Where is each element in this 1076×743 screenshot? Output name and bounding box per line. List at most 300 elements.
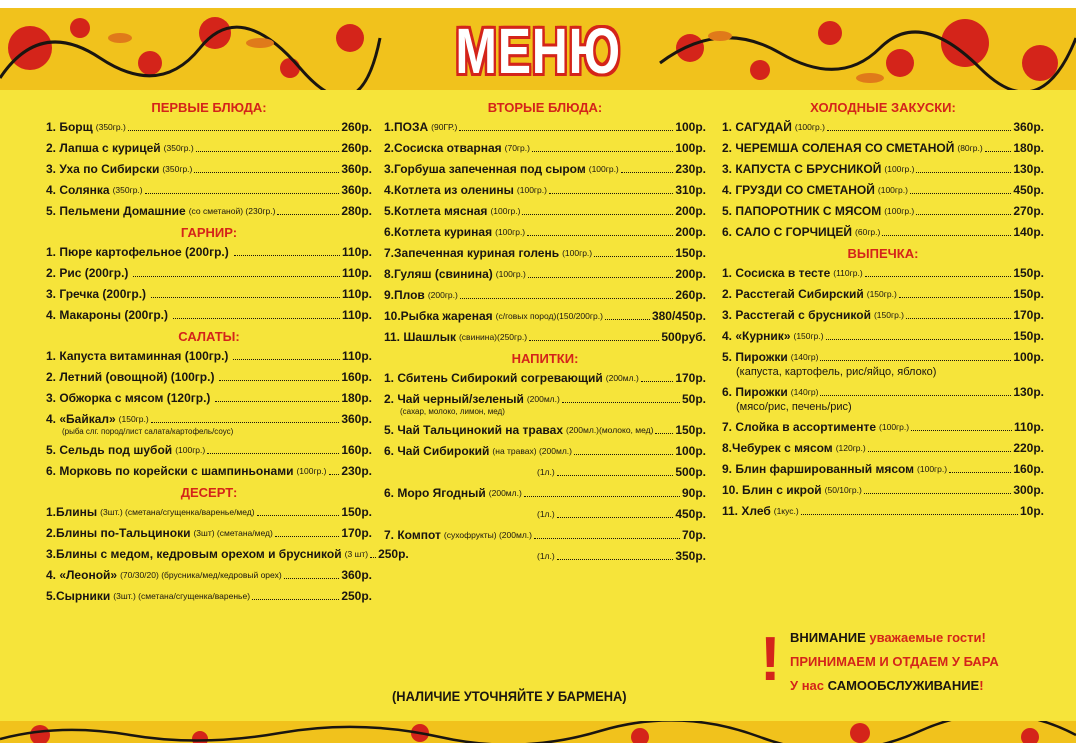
menu-item (722, 204, 1044, 218)
notice-line-2: ПРИНИМАЕМ И ОТДАЕМ У БАРА (790, 654, 999, 669)
menu-item (384, 507, 706, 521)
menu-item (384, 423, 706, 437)
item-name: 5. Пельмени Домашние (46, 204, 186, 218)
menu-item (722, 350, 1044, 364)
dot-leader (916, 172, 1011, 173)
item-portion: (70гр.) (504, 143, 530, 153)
menu-title: МЕНЮ (455, 15, 621, 87)
item-name: 6. Чай Сибирокий (384, 444, 490, 458)
dot-leader (985, 151, 1012, 152)
section-title: ДЕСЕРТ: (180, 485, 238, 500)
item-portion: (со сметаной) (230гр.) (188, 206, 276, 216)
item-name: 1. Капуста витаминная (100гр.) (46, 349, 229, 363)
section-title: ГАРНИР: (180, 225, 238, 240)
item-price: 50р. (681, 392, 706, 406)
section-title: ХОЛОДНЫЕ ЗАКУСКИ: (810, 100, 956, 115)
menu-item (384, 465, 706, 479)
item-portion: (60гр.) (855, 227, 881, 237)
dot-leader (275, 536, 340, 537)
section-title: ПЕРВЫЕ БЛЮДА: (151, 100, 267, 115)
item-portion: (150гр.) (873, 310, 905, 320)
item-name: 2.Блины по-Тальциноки (46, 526, 191, 540)
dot-leader (910, 193, 1011, 194)
item-name: 5.Сырники (46, 589, 111, 603)
item-price: 150р. (1013, 329, 1044, 343)
menu-item (384, 309, 706, 323)
item-price: 180р. (1013, 141, 1044, 155)
item-price: 110р. (341, 308, 372, 322)
menu-item (384, 204, 706, 218)
item-name: 2. Чай черный/зеленый (384, 392, 524, 406)
dot-leader (865, 276, 1012, 277)
item-price: 450р. (1013, 183, 1044, 197)
menu-item (46, 308, 372, 322)
item-name: 9. Блин фаршированный мясом (722, 462, 915, 476)
menu-item (46, 162, 372, 176)
item-name: 6. Моро Ягодный (384, 486, 486, 500)
item-portion: (350гр.) (163, 143, 194, 153)
item-price: 360р. (341, 162, 372, 176)
dot-leader (534, 538, 680, 539)
khokhloma-ornament-icon (0, 721, 1076, 743)
item-name: 2. ЧЕРЕМША СОЛЕНАЯ СО СМЕТАНОЙ (722, 141, 955, 155)
dot-leader (151, 297, 340, 298)
item-name: 10.Рыбка жареная (384, 309, 493, 323)
item-portion: (1л.) (537, 509, 555, 519)
dot-leader (207, 453, 339, 454)
dot-leader (641, 381, 674, 382)
item-portion: (70/30/20) (брусника/мед/кедровый орех) (120, 570, 282, 580)
item-price: 90р. (681, 486, 706, 500)
item-description: (рыба слг. пород/лист салата/картофель/соус) (62, 427, 234, 436)
item-portion: (100гр.) (884, 206, 915, 216)
menu-item (46, 391, 372, 405)
menu-item (46, 141, 372, 155)
menu-column-middle (384, 94, 706, 570)
menu-item (46, 464, 372, 478)
item-name: 6.Котлета куриная (384, 225, 493, 239)
ornament-footer (0, 721, 1076, 743)
item-name: 1. Борщ (46, 120, 93, 134)
item-portion: (1л.) (537, 551, 555, 561)
dot-leader (605, 319, 650, 320)
section-title: САЛАТЫ: (178, 329, 240, 344)
dot-leader (655, 433, 673, 434)
item-price: 160р. (1013, 462, 1044, 476)
availability-note: (НАЛИЧИЕ УТОЧНЯЙТЕ У БАРМЕНА) (392, 688, 627, 704)
menu-section (46, 329, 372, 478)
dot-leader (257, 515, 340, 516)
dot-leader (219, 380, 339, 381)
item-name: 7. Компот (384, 528, 441, 542)
dot-leader (864, 493, 1012, 494)
section-title: ВЫПЕЧКА: (847, 246, 919, 261)
dot-leader (532, 151, 673, 152)
dot-leader (524, 496, 680, 497)
item-price: 150р. (675, 246, 706, 260)
menu-item (722, 308, 1044, 322)
item-portion: (100гр.) (879, 422, 910, 432)
menu-item (722, 225, 1044, 239)
menu-item (46, 547, 409, 561)
item-name: 2. Летний (овощной) (100гр.) (46, 370, 215, 384)
item-name: 5. Сельдь под шубой (46, 443, 173, 457)
item-portion: (120гр.) (835, 443, 866, 453)
dot-leader (215, 401, 339, 402)
item-portion: (140гр) (790, 352, 819, 362)
item-name: 4. «Байкал» (46, 412, 116, 426)
item-name: 6. Пирожки (722, 385, 788, 399)
item-portion: (350гр.) (112, 185, 143, 195)
item-price: 200р. (675, 204, 706, 218)
menu-item (384, 371, 706, 385)
dot-leader (574, 454, 673, 455)
item-portion: (150гр.) (118, 414, 149, 424)
dot-leader (460, 298, 673, 299)
dot-leader (234, 255, 340, 256)
dot-leader (284, 578, 340, 579)
item-name: 4. Макароны (200гр.) (46, 308, 169, 322)
dot-leader (233, 359, 340, 360)
item-price: 350р. (675, 549, 706, 563)
dot-leader (899, 297, 1012, 298)
item-name: 3. Обжорка с мясом (120гр.) (46, 391, 211, 405)
dot-leader (557, 475, 674, 476)
menu-item (722, 420, 1044, 434)
item-description: (капуста, картофель, рис/яйцо, яблоко) (736, 366, 937, 378)
menu-section (384, 351, 706, 563)
item-price: 180р. (341, 391, 372, 405)
menu-item (384, 162, 706, 176)
menu-item (384, 288, 706, 302)
item-portion: (100гр.) (794, 122, 825, 132)
notice-line-3: У нас САМООБСЛУЖИВАНИЕ! (790, 678, 984, 693)
dot-leader (522, 214, 673, 215)
item-price: 250р. (341, 589, 372, 603)
item-portion: (200гр.) (427, 290, 458, 300)
item-price: 140р. (1013, 225, 1044, 239)
item-portion: (100гр.) (495, 227, 526, 237)
item-price: 100р. (675, 141, 706, 155)
dot-leader (529, 340, 659, 341)
item-name: 1. Сбитень Сибирокий согревающий (384, 371, 603, 385)
item-portion: (110гр.) (833, 268, 863, 278)
item-price: 10р. (1019, 504, 1044, 518)
menu-item (722, 287, 1044, 301)
item-price: 360р. (341, 183, 372, 197)
item-name: 8.Чебурек с мясом (722, 441, 833, 455)
item-price: 500руб. (661, 330, 706, 344)
item-portion: (100гр.) (296, 466, 327, 476)
menu-item (46, 526, 372, 540)
menu-item (46, 349, 372, 363)
dot-leader (549, 193, 673, 194)
menu-section (722, 246, 1044, 518)
item-price: 110р. (341, 287, 372, 301)
item-portion: (100гр.) (884, 164, 915, 174)
item-portion: (3шт) (сметана/мед) (193, 528, 273, 538)
menu-item (384, 528, 706, 542)
menu-item (46, 183, 372, 197)
item-price: 150р. (1013, 266, 1044, 280)
item-portion: (100гр.) (588, 164, 619, 174)
menu-item (722, 504, 1044, 518)
item-name: 7.Запеченная куриная голень (384, 246, 560, 260)
menu-section (722, 100, 1044, 239)
item-name: 2.Сосиска отварная (384, 141, 502, 155)
item-price: 230р. (675, 162, 706, 176)
item-portion: (100гр.) (917, 464, 948, 474)
item-price: 360р. (341, 412, 372, 426)
menu-item (722, 385, 1044, 399)
menu-item (384, 225, 706, 239)
item-name: 1.Блины (46, 505, 98, 519)
menu-item (46, 412, 372, 426)
exclamation-icon: ! (760, 625, 781, 694)
dot-leader (133, 276, 340, 277)
item-price: 450р. (675, 507, 706, 521)
item-name: 1. Пюре картофельное (200гр.) (46, 245, 229, 259)
item-portion: (200мл.)(молоко, мед) (566, 425, 654, 435)
item-price: 250р. (378, 547, 409, 561)
item-price: 260р. (341, 120, 372, 134)
menu-item (722, 462, 1044, 476)
dot-leader (801, 514, 1018, 515)
menu-item (384, 246, 706, 260)
menu-item (722, 441, 1044, 455)
dot-leader (820, 395, 1011, 396)
dot-leader (557, 517, 674, 518)
dot-leader (527, 235, 673, 236)
item-price: 260р. (341, 141, 372, 155)
menu-item (46, 568, 372, 582)
item-price: 160р. (341, 443, 372, 457)
item-portion: (140гр) (790, 387, 819, 397)
item-portion: (свинина)(250гр.) (458, 332, 528, 342)
dot-leader (820, 360, 1011, 361)
item-name: 3. Расстегай с брусникой (722, 308, 871, 322)
item-portion: (350гр.) (95, 122, 126, 132)
menu-item (46, 266, 372, 280)
item-price: 130р. (1013, 385, 1044, 399)
item-portion: (90ГР.) (431, 122, 458, 132)
item-name: 1. Сосиска в тесте (722, 266, 831, 280)
menu-item (46, 204, 372, 218)
menu-item (384, 120, 706, 134)
item-name: 5.Котлета мясная (384, 204, 488, 218)
item-name: 9.Плов (384, 288, 425, 302)
menu-item (384, 330, 706, 344)
dot-leader (562, 402, 680, 403)
item-price: 100р. (1013, 350, 1044, 364)
item-portion: (3шт.) (сметана/сгущенка/варенье) (113, 591, 251, 601)
item-price: 110р. (341, 349, 372, 363)
dot-leader (594, 256, 673, 257)
item-portion: (50/10гр.) (824, 485, 862, 495)
item-portion: (200мл.) (526, 394, 560, 404)
item-name: 2. Лапша с курицей (46, 141, 161, 155)
menu-item (384, 141, 706, 155)
item-name: 1. САГУДАЙ (722, 120, 792, 134)
item-name: 6. Морковь по корейски с шампиньонами (46, 464, 294, 478)
item-portion: (100гр.) (877, 185, 908, 195)
item-price: 230р. (341, 464, 372, 478)
item-portion: (3шт.) (сметана/сгущенка/варенье/мед) (100, 507, 255, 517)
item-name: 5. Пирожки (722, 350, 788, 364)
item-price: 150р. (1013, 287, 1044, 301)
item-name: 2. Расстегай Сибирский (722, 287, 864, 301)
dot-leader (906, 318, 1011, 319)
item-price: 170р. (341, 526, 372, 540)
menu-item (46, 120, 372, 134)
item-price: 100р. (675, 444, 706, 458)
notice-line-1: ВНИМАНИЕ уважаемые гости! (790, 630, 986, 645)
item-portion: (80гр.) (957, 143, 983, 153)
dot-leader (173, 318, 340, 319)
section-title: ВТОРЫЕ БЛЮДА: (487, 100, 603, 115)
dot-leader (194, 172, 339, 173)
item-portion: (100гр.) (495, 269, 526, 279)
dot-leader (370, 557, 376, 558)
menu-item (722, 483, 1044, 497)
dot-leader (868, 451, 1012, 452)
item-price: 110р. (341, 266, 372, 280)
menu-item (46, 370, 372, 384)
item-price: 300р. (1013, 483, 1044, 497)
menu-item (46, 589, 372, 603)
menu-section (384, 100, 706, 344)
menu-item (722, 141, 1044, 155)
menu-item (46, 443, 372, 457)
dot-leader (557, 559, 674, 560)
dot-leader (145, 193, 340, 194)
item-portion: (100гр.) (175, 445, 206, 455)
item-name: 6. САЛО С ГОРЧИЦЕЙ (722, 225, 853, 239)
dot-leader (252, 599, 339, 600)
item-portion: (200мл.) (605, 373, 639, 383)
item-name: 1.ПОЗА (384, 120, 429, 134)
menu-item (46, 245, 372, 259)
menu-section (46, 225, 372, 322)
dot-leader (882, 235, 1011, 236)
dot-leader (827, 130, 1011, 131)
menu-item (384, 549, 706, 563)
item-name: 4. «Леоной» (46, 568, 118, 582)
menu-item (722, 120, 1044, 134)
menu-item (722, 266, 1044, 280)
item-name: 11. Шашлык (384, 330, 456, 344)
item-description: (сахар, молоко, лимон, мед) (400, 407, 505, 416)
dot-leader (826, 339, 1012, 340)
item-portion: (3 шт) (344, 549, 369, 559)
item-name: 10. Блин с икрой (722, 483, 822, 497)
dot-leader (151, 422, 340, 423)
item-portion: (на травах) (200мл.) (492, 446, 572, 456)
item-price: 150р. (341, 505, 372, 519)
item-name: 4. «Курник» (722, 329, 791, 343)
item-price: 200р. (675, 267, 706, 281)
item-portion: (1кус.) (773, 506, 799, 516)
item-name: 4.Котлета из оленины (384, 183, 514, 197)
item-portion: (100гр.) (490, 206, 521, 216)
item-name: 5. Чай Тальцинокий на травах (384, 423, 563, 437)
item-name: 3.Горбуша запеченная под сыром (384, 162, 586, 176)
item-name: 3. Уха по Сибирски (46, 162, 160, 176)
menu-item (384, 267, 706, 281)
item-name: 8.Гуляш (свинина) (384, 267, 493, 281)
menu-item (384, 486, 706, 500)
item-portion: (100гр.) (516, 185, 547, 195)
item-price: 100р. (675, 120, 706, 134)
menu-item (46, 505, 372, 519)
item-price: 270р. (1013, 204, 1044, 218)
item-price: 170р. (675, 371, 706, 385)
item-name: 3. Гречка (200гр.) (46, 287, 147, 301)
item-portion: (сухофрукты) (200мл.) (443, 530, 532, 540)
dot-leader (128, 130, 340, 131)
item-price: 130р. (1013, 162, 1044, 176)
menu-item (384, 392, 706, 406)
item-portion: (350гр.) (162, 164, 193, 174)
item-name: 3.Блины с медом, кедровым орехом и брусникой (46, 547, 342, 561)
dot-leader (459, 130, 673, 131)
section-title: НАПИТКИ: (511, 351, 579, 366)
item-price: 360р. (1013, 120, 1044, 134)
item-price: 380/450р. (651, 309, 706, 323)
item-portion: (с/говых пород)(150/200гр.) (495, 311, 603, 321)
dot-leader (528, 277, 673, 278)
dot-leader (329, 474, 340, 475)
item-portion: (100гр.) (562, 248, 593, 258)
menu-item (384, 444, 706, 458)
menu-item (722, 183, 1044, 197)
item-price: 260р. (675, 288, 706, 302)
item-portion: (1л.) (537, 467, 555, 477)
item-price: 110р. (1013, 420, 1044, 434)
item-name: 2. Рис (200гр.) (46, 266, 129, 280)
item-price: 360р. (341, 568, 372, 582)
menu-item (46, 287, 372, 301)
item-price: 220р. (1013, 441, 1044, 455)
menu-item (722, 162, 1044, 176)
item-name: 11. Хлеб (722, 504, 771, 518)
dot-leader (277, 214, 339, 215)
item-description: (мясо/рис, печень/рис) (736, 401, 852, 413)
menu-section (46, 100, 372, 218)
item-price: 170р. (1013, 308, 1044, 322)
item-name: 3. КАПУСТА С БРУСНИКОЙ (722, 162, 882, 176)
item-price: 160р. (341, 370, 372, 384)
dot-leader (911, 430, 1012, 431)
item-price: 500р. (675, 465, 706, 479)
item-price: 70р. (681, 528, 706, 542)
item-price: 280р. (341, 204, 372, 218)
menu-item (722, 329, 1044, 343)
dot-leader (916, 214, 1011, 215)
menu-column-right (722, 94, 1044, 525)
item-name: 5. ПАПОРОТНИК С МЯСОМ (722, 204, 882, 218)
item-price: 310р. (675, 183, 706, 197)
menu-item (384, 183, 706, 197)
dot-leader (196, 151, 340, 152)
item-price: 110р. (341, 245, 372, 259)
item-name: 4. ГРУЗДИ СО СМЕТАНОЙ (722, 183, 875, 197)
dot-leader (949, 472, 1011, 473)
item-name: 7. Слойка в ассортименте (722, 420, 877, 434)
item-price: 150р. (675, 423, 706, 437)
menu-section (46, 485, 409, 603)
item-price: 200р. (675, 225, 706, 239)
